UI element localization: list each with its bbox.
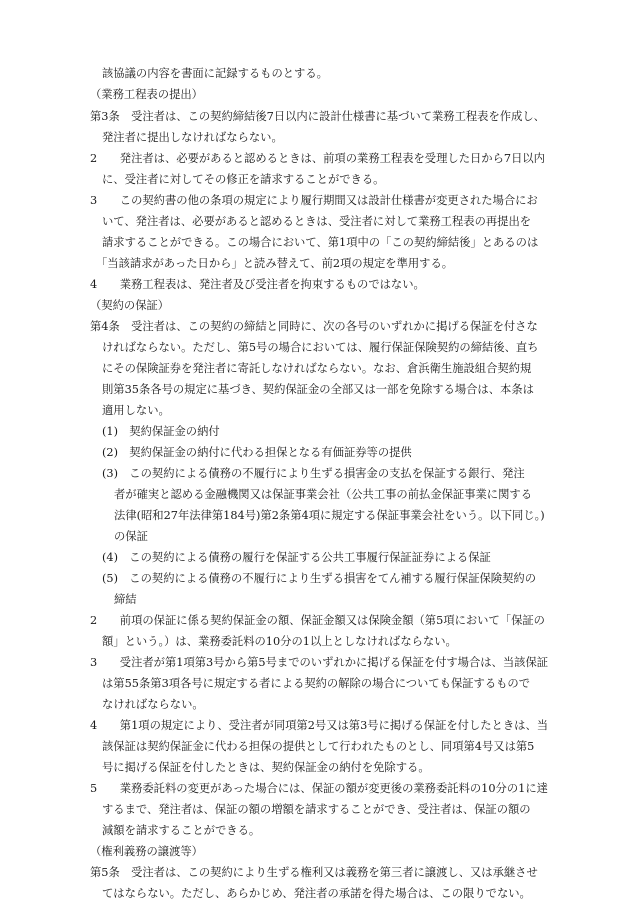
list-item: (5) この契約による債務の不履行により生ずる損害をてん補する履行保証保険契約の: [102, 572, 536, 585]
paragraph-line: 3 受注者が第1項第3号から第5号までのいずれかに掲げる保証を付す場合は、当該保証: [90, 656, 549, 669]
text-line: てはならない。ただし、あらかじめ、発注者の承諾を得た場合は、この限りでない。: [102, 887, 531, 900]
text-line: 発注者に提出しなければならない。: [102, 131, 283, 144]
text-line: 「当該請求があった日から」と読み替えて、前2項の規定を準用する。: [96, 257, 454, 270]
section-heading: （契約の保証）: [90, 299, 170, 312]
text-line: 則第35条各号の規定に基づき、契約保証金の全部又は一部を免除する場合は、本条は: [102, 383, 534, 396]
paragraph-line: 2 前項の保証に係る契約保証金の額、保証金額又は保険金額（第5項において「保証の: [90, 614, 545, 627]
section-heading: （権利義務の譲渡等）: [90, 845, 203, 858]
text-line: 者が確実と認める金融機関又は保証事業会社（公共工事の前払金保証事業に関する: [114, 488, 532, 501]
list-item: (4) この契約による債務の履行を保証する公共工事履行保証証券による保証: [102, 551, 491, 564]
paragraph-line: 4 業務工程表は、発注者及び受注者を拘束するものではない。: [90, 278, 425, 291]
text-line: に、受注者に対してその修正を請求することができる。: [102, 173, 385, 186]
text-line: は第55条第3項各号に規定する者による契約の解除の場合についても保証するもので: [102, 677, 531, 690]
text-line: いて、発注者は、必要があると認めるときは、受注者に対して業務工程表の再提出を: [102, 215, 532, 228]
text-line: 締結: [114, 593, 137, 606]
text-line: なければならない。: [102, 698, 204, 711]
text-line: の保証: [114, 530, 148, 543]
text-line: 法律(昭和27年法律第184号)第2条第4項に規定する保証事業会社をいう。以下同じ。): [114, 509, 545, 522]
paragraph-line: 4 第1項の規定により、受注者が同項第2号又は第3号に掲げる保証を付したときは、当: [90, 719, 549, 732]
article-line: 第3条 受注者は、この契約締結後7日以内に設計仕様書に基づいて業務工程表を作成し、: [90, 110, 545, 123]
list-item: (1) 契約保証金の納付: [102, 425, 220, 438]
paragraph-line: 2 発注者は、必要があると認めるときは、前項の業務工程表を受理した日から7日以内: [90, 152, 545, 165]
list-item: (3) この契約による債務の不履行により生ずる損害金の支払を保証する銀行、発注: [102, 467, 525, 480]
text-line: 額」という。）は、業務委託料の10分の1以上としなければならない。: [102, 635, 457, 648]
text-line: 該保証は契約保証金に代わる担保の提供として行われたものとし、同項第4号又は第5: [102, 740, 535, 753]
text-line: 該協議の内容を書面に記録するものとする。: [102, 67, 328, 80]
text-line: 減額を請求することができる。: [102, 824, 261, 837]
list-item: (2) 契約保証金の納付に代わる担保となる有価証券等の提供: [102, 446, 412, 459]
text-line: するまで、発注者は、保証の額の増額を請求することができ、受注者は、保証の額の: [102, 803, 531, 816]
text-line: 請求することができる。この場合において、第1項中の「この契約締結後」とあるのは: [102, 236, 539, 249]
text-line: にその保険証券を発注者に寄託しなければならない。なお、倉浜衛生施設組合契約規: [102, 362, 532, 375]
article-line: 第4条 受注者は、この契約の締結と同時に、次の各号のいずれかに掲げる保証を付さな: [90, 320, 538, 333]
paragraph-line: 3 この契約書の他の条項の規定により履行期間又は設計仕様書が変更された場合にお: [90, 194, 538, 207]
article-line: 第5条 受注者は、この契約により生ずる権利又は義務を第三者に譲渡し、又は承継させ: [90, 866, 538, 879]
text-line: 適用しない。: [102, 404, 170, 417]
paragraph-line: 5 業務委託料の変更があった場合には、保証の額が変更後の業務委託料の10分の1に達: [90, 782, 548, 795]
text-line: 号に掲げる保証を付したときは、契約保証金の納付を免除する。: [102, 761, 430, 774]
section-heading: （業務工程表の提出）: [90, 88, 203, 101]
text-line: ければならない。ただし、第5号の場合においては、履行保証保険契約の締結後、直ち: [102, 341, 539, 354]
